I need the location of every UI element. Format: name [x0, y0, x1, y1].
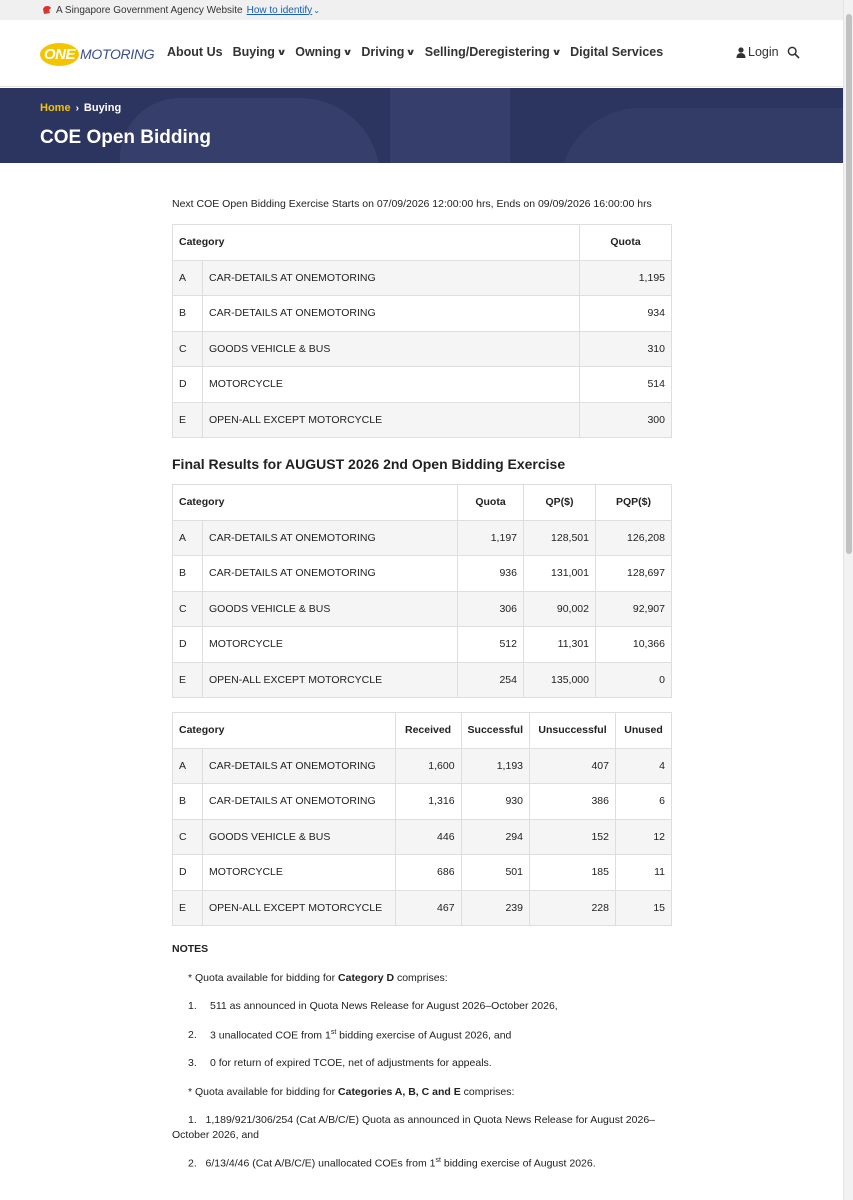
scrollbar-thumb[interactable] — [846, 14, 852, 554]
logo-motoring: MOTORING — [80, 46, 155, 62]
category-code: D — [173, 627, 203, 663]
quota-value: 300 — [580, 402, 672, 438]
breadcrumb-home[interactable]: Home — [40, 102, 71, 114]
breadcrumb-current[interactable]: Buying — [83, 102, 122, 114]
chevron-right-icon: › — [75, 102, 79, 114]
received-value: 1,600 — [395, 748, 461, 784]
col-header-qp: QP($) — [524, 485, 596, 521]
unsuccessful-value: 152 — [530, 819, 616, 855]
note-bold-text: Categories A, B, C and E — [338, 1085, 461, 1098]
pqp-value: 92,907 — [596, 591, 672, 627]
nav-owning[interactable] — [295, 45, 351, 59]
note-text: * Quota available for bidding for — [188, 1085, 339, 1098]
received-value: 446 — [395, 819, 461, 855]
note-text: comprises: — [394, 972, 448, 985]
list-item — [172, 1028, 672, 1044]
note-bold-text: Category D — [338, 972, 395, 985]
category-name: MOTORCYCLE — [203, 627, 458, 663]
category-code: C — [173, 331, 203, 367]
breadcrumb — [40, 102, 121, 114]
qp-value: 11,301 — [524, 627, 596, 663]
category-code: C — [173, 819, 203, 855]
nav-label: Buying — [232, 45, 275, 59]
qp-value: 128,501 — [524, 520, 596, 556]
received-value: 467 — [395, 890, 461, 926]
unused-value: 6 — [616, 784, 672, 820]
col-header-category: Category — [173, 485, 458, 521]
results-table — [172, 484, 672, 698]
category-name: CAR-DETAILS AT ONEMOTORING — [203, 748, 396, 784]
main-nav — [167, 45, 663, 59]
category-name: GOODS VEHICLE & BUS — [203, 331, 580, 367]
category-name: OPEN-ALL EXCEPT MOTORCYCLE — [203, 662, 458, 698]
successful-value: 239 — [461, 890, 529, 926]
unused-value: 11 — [616, 855, 672, 891]
list-number: 2. — [188, 1157, 197, 1170]
notes-heading: NOTES — [172, 943, 209, 955]
table-row — [173, 627, 672, 663]
quota-value: 934 — [580, 296, 672, 332]
chevron-down-icon: ∨ — [405, 46, 417, 57]
unused-value: 4 — [616, 748, 672, 784]
quota-value: 254 — [458, 662, 524, 698]
list-item — [172, 999, 672, 1014]
list-number: 3. — [188, 1057, 197, 1070]
next-exercise-text: Next COE Open Bidding Exercise Starts on 07/09/2026 12:00:00 hrs, Ends on 09/09/2026 16:00:00 hrs — [172, 198, 652, 210]
col-header-unsuccessful: Unsuccessful — [530, 713, 616, 749]
government-banner — [0, 0, 843, 20]
bids-table — [172, 712, 672, 926]
table-row — [173, 591, 672, 627]
login-link[interactable] — [736, 45, 779, 59]
table-row — [173, 784, 672, 820]
quota-value: 512 — [458, 627, 524, 663]
category-name: CAR-DETAILS AT ONEMOTORING — [203, 520, 458, 556]
quota-value: 514 — [580, 367, 672, 403]
onemotoring-logo[interactable] — [40, 40, 154, 68]
list-item — [172, 1056, 672, 1071]
table-row — [173, 260, 672, 296]
col-header-quota: Quota — [580, 225, 672, 261]
successful-value: 930 — [461, 784, 529, 820]
search-icon[interactable] — [787, 46, 800, 59]
site-header — [0, 20, 843, 87]
list-item — [172, 1113, 672, 1143]
main-content — [172, 198, 672, 1185]
table-row — [173, 296, 672, 332]
table-row — [173, 819, 672, 855]
col-header-quota: Quota — [458, 485, 524, 521]
list-item — [172, 1156, 672, 1172]
list-text: 3 unallocated COE from 1 — [210, 1029, 331, 1042]
logo-one: ONE — [40, 43, 79, 66]
category-code: A — [173, 748, 203, 784]
qp-value: 90,002 — [524, 591, 596, 627]
list-text: 6/13/4/46 (Cat A/B/C/E) unallocated COEs from 1 — [205, 1157, 436, 1170]
page-title: COE Open Bidding — [40, 127, 211, 148]
note-text: * Quota available for bidding for — [188, 972, 339, 985]
col-header-category: Category — [173, 713, 396, 749]
chevron-down-icon: ∨ — [342, 46, 353, 57]
nav-selling-deregistering[interactable] — [425, 45, 560, 59]
login-label: Login — [748, 45, 779, 59]
pqp-value: 128,697 — [596, 556, 672, 592]
category-code: B — [173, 784, 203, 820]
table-row — [173, 890, 672, 926]
table-row — [173, 662, 672, 698]
chevron-down-icon: ∨ — [551, 46, 562, 57]
note-text: comprises: — [460, 1085, 515, 1098]
pqp-value: 10,366 — [596, 627, 672, 663]
table-row — [173, 556, 672, 592]
table-row — [173, 748, 672, 784]
successful-value: 294 — [461, 819, 529, 855]
lion-head-icon — [42, 5, 52, 15]
nav-digital-services[interactable] — [570, 45, 663, 59]
quota-table — [172, 224, 672, 438]
notes-section — [172, 942, 672, 1172]
category-name: OPEN-ALL EXCEPT MOTORCYCLE — [203, 402, 580, 438]
unsuccessful-value: 407 — [530, 748, 616, 784]
quota-value: 306 — [458, 591, 524, 627]
hero-background-light — [390, 88, 510, 163]
category-name: MOTORCYCLE — [203, 855, 396, 891]
list-number: 1. — [188, 1113, 197, 1126]
category-name: GOODS VEHICLE & BUS — [203, 819, 396, 855]
category-code: E — [173, 402, 203, 438]
nav-label: Driving — [361, 45, 405, 59]
unsuccessful-value: 185 — [530, 855, 616, 891]
quota-value: 936 — [458, 556, 524, 592]
page-hero-banner — [0, 88, 843, 163]
results-heading: Final Results for AUGUST 2026 2nd Open Bidding Exercise — [172, 456, 566, 472]
nav-label: Selling/Deregistering — [424, 45, 550, 59]
category-name: CAR-DETAILS AT ONEMOTORING — [203, 556, 458, 592]
category-name: CAR-DETAILS AT ONEMOTORING — [203, 260, 580, 296]
category-code: D — [173, 367, 203, 403]
category-code: A — [173, 260, 203, 296]
table-row — [173, 855, 672, 891]
nav-label: Owning — [295, 45, 342, 59]
list-text: 511 as announced in Quota News Release for August 2026–October 2026, — [210, 1000, 558, 1013]
quota-value: 1,197 — [458, 520, 524, 556]
col-header-received: Received — [395, 713, 461, 749]
nav-buying[interactable] — [233, 45, 286, 59]
unused-value: 12 — [616, 819, 672, 855]
list-text: bidding exercise of August 2026. — [440, 1157, 596, 1170]
category-code: D — [173, 855, 203, 891]
qp-value: 131,001 — [524, 556, 596, 592]
how-to-identify-link[interactable]: How to identify — [246, 4, 313, 16]
chevron-down-icon[interactable]: ⌄ — [313, 5, 320, 15]
category-name: OPEN-ALL EXCEPT MOTORCYCLE — [203, 890, 396, 926]
hero-background-car — [560, 108, 843, 163]
table-row — [173, 367, 672, 403]
successful-value: 1,193 — [461, 748, 529, 784]
table-row — [173, 520, 672, 556]
unsuccessful-value: 228 — [530, 890, 616, 926]
table-row — [173, 402, 672, 438]
table-row — [173, 331, 672, 367]
chevron-down-icon: ∨ — [276, 46, 287, 57]
received-value: 686 — [395, 855, 461, 891]
category-code: E — [173, 662, 203, 698]
received-value: 1,316 — [395, 784, 461, 820]
category-code: B — [173, 296, 203, 332]
quota-value: 1,195 — [580, 260, 672, 296]
user-icon — [736, 47, 746, 58]
nav-driving[interactable] — [361, 45, 417, 59]
note-categories-abce — [172, 1085, 672, 1100]
government-banner-text: A Singapore Government Agency Website — [56, 4, 243, 16]
list-number: 2. — [188, 1029, 197, 1042]
note-category-d — [172, 971, 672, 986]
nav-label: Digital Services — [570, 45, 664, 59]
category-name: CAR-DETAILS AT ONEMOTORING — [203, 784, 396, 820]
unused-value: 15 — [616, 890, 672, 926]
col-header-successful: Successful — [461, 713, 529, 749]
category-code: C — [173, 591, 203, 627]
col-header-category: Category — [173, 225, 580, 261]
unsuccessful-value: 386 — [530, 784, 616, 820]
category-name: MOTORCYCLE — [203, 367, 580, 403]
category-code: B — [173, 556, 203, 592]
quota-value: 310 — [580, 331, 672, 367]
col-header-pqp: PQP($) — [596, 485, 672, 521]
list-text: bidding exercise of August 2026, and — [336, 1029, 512, 1042]
pqp-value: 0 — [596, 662, 672, 698]
page-scrollbar[interactable] — [843, 0, 853, 1200]
category-name: GOODS VEHICLE & BUS — [203, 591, 458, 627]
qp-value: 135,000 — [524, 662, 596, 698]
category-code: E — [173, 890, 203, 926]
col-header-unused: Unused — [616, 713, 672, 749]
superscript: st — [330, 1028, 337, 1036]
category-code: A — [173, 520, 203, 556]
list-text: 0 for return of expired TCOE, net of adjustments for appeals. — [210, 1057, 492, 1070]
nav-about-us[interactable] — [167, 45, 223, 59]
superscript: st — [435, 1157, 441, 1165]
category-name: CAR-DETAILS AT ONEMOTORING — [203, 296, 580, 332]
successful-value: 501 — [461, 855, 529, 891]
list-number: 1. — [188, 1000, 197, 1013]
nav-label: About Us — [167, 45, 223, 59]
pqp-value: 126,208 — [596, 520, 672, 556]
list-text: 1,189/921/306/254 (Cat A/B/C/E) Quota as announced in Quota News Release for August 2026–October 2026, and — [172, 1113, 655, 1142]
